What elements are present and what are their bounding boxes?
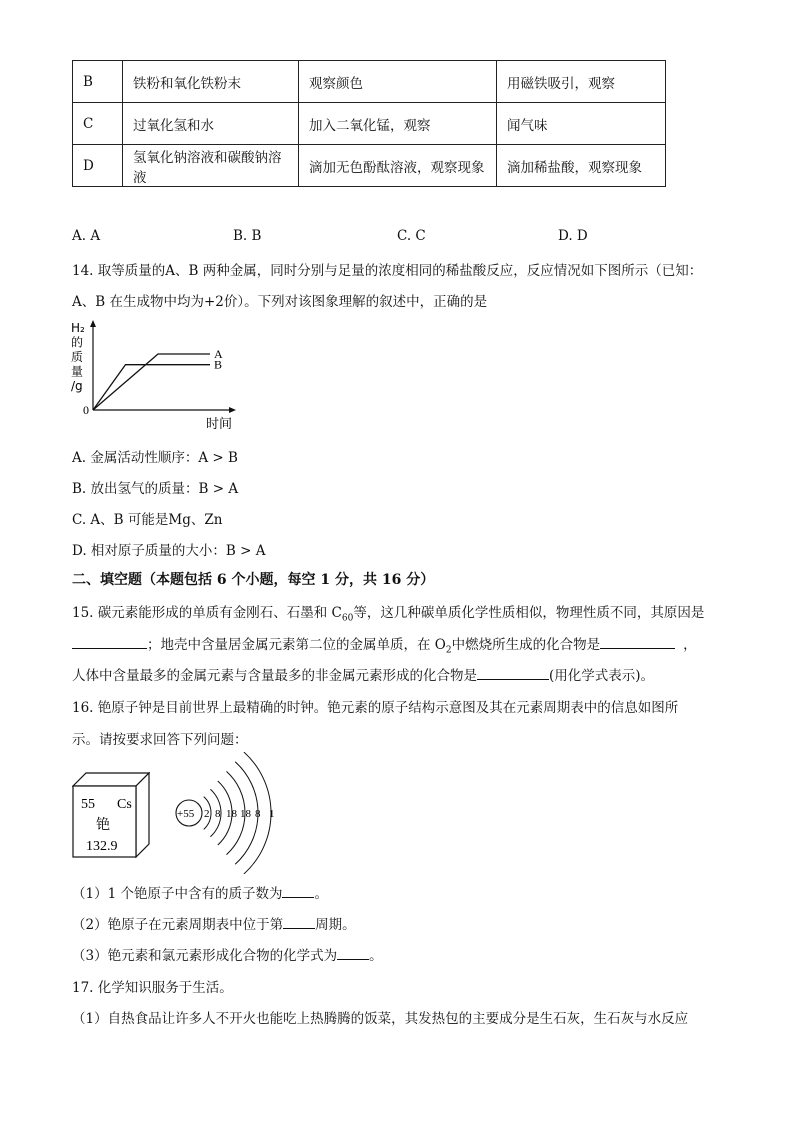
q15-line2-b: 中燃烧所生成的化合物是 <box>451 637 601 653</box>
q16-sub3-end: 。 <box>369 948 383 964</box>
q17-sub1: （1）自热食品让许多人不开火也能吃上热腾腾的饭菜，其发热包的主要成分是生石灰，生石灰与水反应 <box>72 1011 689 1027</box>
q14-option-b[interactable]: B. 放出氢气的质量：B > A <box>72 481 239 497</box>
cesium-element-cell <box>72 772 150 858</box>
x-axis-label: 时间 <box>206 417 233 432</box>
table-cell-substances: 铁粉和氧化铁粉末 <box>123 61 299 103</box>
q15-blank-3[interactable] <box>477 665 549 680</box>
nucleus-charge: +55 <box>177 808 195 820</box>
y-axis-arrow <box>90 320 96 327</box>
q14-stem-line1: 14. 取等质量的A、B 两种金属，同时分别与足量的浓度相同的稀盐酸反应，反应情况如下图所示（已知： <box>72 263 703 279</box>
cesium-atom-structure <box>170 752 290 874</box>
table-cell-label: B <box>73 61 123 103</box>
series-label-b: B <box>214 357 223 372</box>
atomic-number: 55 <box>81 797 95 812</box>
q13-option-b[interactable]: B. B <box>233 228 262 244</box>
table-cell-method1: 加入二氧化锰，观察 <box>299 103 497 145</box>
origin-label: 0 <box>83 403 89 417</box>
q14-stem-line2: A、B 在生成物中均为+2价）。下列对该图象理解的叙述中，正确的是 <box>72 294 488 310</box>
table-cell-method1: 观察颜色 <box>299 61 497 103</box>
table-cell-method2: 闻气味 <box>497 103 666 145</box>
x-axis-arrow <box>229 407 236 413</box>
q15-line3-b: (用化学式表示)。 <box>549 668 655 684</box>
q14-option-a[interactable]: A. 金属活动性顺序：A > B <box>72 450 238 466</box>
q16-sub3-text: （3）铯元素和氯元素形成化合物的化学式为 <box>72 948 338 964</box>
q16-sub1-end: 。 <box>314 886 328 902</box>
q13-options-table <box>72 60 666 187</box>
table-row <box>73 61 666 103</box>
q16-sub1 <box>72 882 328 902</box>
y-axis-label-char: 质 <box>71 350 84 364</box>
y-axis-label <box>71 321 85 393</box>
table-row <box>73 103 666 145</box>
q17-stem: 17. 化学知识服务于生活。 <box>72 980 233 996</box>
table-cell-method2: 用磁铁吸引，观察 <box>497 61 666 103</box>
element-name: 铯 <box>96 817 110 833</box>
section2-title: 二、填空题（本题包括 6 个小题，每空 1 分，共 16 分） <box>72 572 435 588</box>
table-cell-substances: 氢氧化钠溶液和碳酸钠溶液 <box>123 145 299 187</box>
y-axis-label-char: 量 <box>71 364 84 379</box>
series-label-a: A <box>214 347 223 361</box>
shell-electron-count: 8 <box>215 808 221 820</box>
q16-stem-line2: 示。请按要求回答下列问题： <box>72 732 248 748</box>
series-line-a <box>93 354 210 410</box>
q15-line2-c: ， <box>683 637 697 653</box>
table-cell-label: D <box>73 145 123 187</box>
shell-electron-count: 18 <box>240 808 251 820</box>
q16-sub2-text: （2）铯原子在元素周期表中位于第 <box>72 917 284 933</box>
element-symbol: Cs <box>117 797 132 812</box>
q15-line2-a: ；地壳中含量居金属元素第二位的金属单质，在 O <box>147 637 446 653</box>
q15-line3-a: 人体中含量最多的金属元素与含量最多的非金属元素形成的化合物是 <box>72 668 477 684</box>
q16-sub2-end: 周期。 <box>315 917 356 933</box>
shell-electron-count: 8 <box>255 808 261 820</box>
table-cell-label: C <box>73 103 123 145</box>
table-row <box>73 145 666 187</box>
q16-sub2 <box>72 913 356 933</box>
q14-option-c[interactable]: C. A、B 可能是Mg、Zn <box>72 512 223 528</box>
table-cell-method1: 滴加无色酚酞溶液，观察现象 <box>299 145 497 187</box>
q15-line1 <box>72 601 704 624</box>
atomic-mass: 132.9 <box>86 839 118 854</box>
y-axis-label-char: H₂ <box>71 321 85 335</box>
q15-blank-2[interactable] <box>600 634 675 649</box>
q13-option-a[interactable]: A. A <box>72 228 101 244</box>
series-line-b <box>93 365 210 410</box>
c60-subscript: 60 <box>341 613 354 624</box>
y-axis-label-char: 的 <box>71 335 84 350</box>
table-cell-substances: 过氧化氢和水 <box>123 103 299 145</box>
q13-option-c[interactable]: C. C <box>397 228 426 244</box>
q15-line2 <box>72 633 697 656</box>
q14-hydrogen-chart <box>66 318 246 433</box>
q16-sub1-text: （1）1 个铯原子中含有的质子数为 <box>72 886 283 902</box>
q16-blank-3[interactable] <box>337 945 369 960</box>
q15-part1: 15. 碳元素能形成的单质有金刚石、石墨和 C <box>72 605 342 621</box>
q15-line3 <box>72 664 654 684</box>
q14-option-d[interactable]: D. 相对原子质量的大小：B > A <box>72 543 266 559</box>
q13-option-d[interactable]: D. D <box>558 228 588 244</box>
q16-blank-2[interactable] <box>283 914 315 929</box>
q16-stem-line1: 16. 铯原子钟是目前世界上最精确的时钟。铯元素的原子结构示意图及其在元素周期表中的信息如图所 <box>72 700 679 716</box>
table-cell-method2: 滴加稀盐酸，观察现象 <box>497 145 666 187</box>
q15-blank-1[interactable] <box>72 634 147 649</box>
shell-electron-count: 1 <box>269 808 275 820</box>
q15-part2: 等，这几种碳单质化学性质相似，物理性质不同，其原因是 <box>353 605 705 621</box>
shell-electron-count: 18 <box>226 808 237 820</box>
o2-subscript: 2 <box>445 645 452 656</box>
y-axis-label-char: /g <box>71 379 83 393</box>
shell-electron-count: 2 <box>204 808 210 820</box>
q16-sub3 <box>72 944 383 964</box>
q16-blank-1[interactable] <box>282 883 314 898</box>
